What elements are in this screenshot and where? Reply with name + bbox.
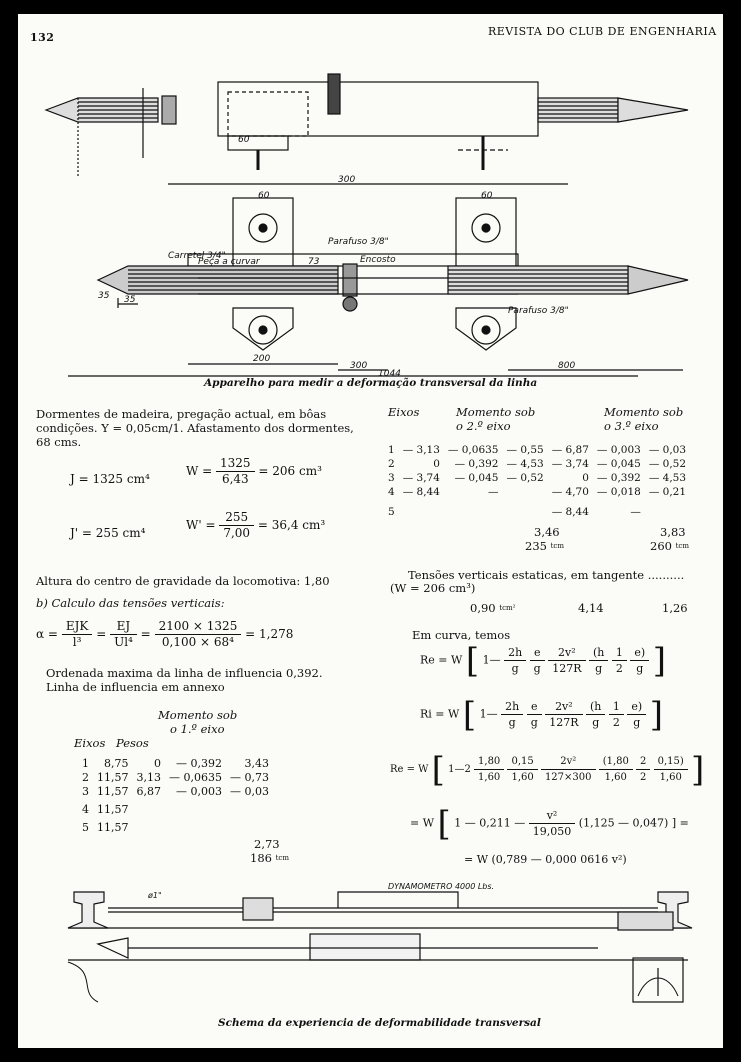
table-cell [226, 821, 273, 835]
table-cell: — 4,70 [551, 486, 589, 498]
eq-re2-f5-num: 2 [636, 754, 650, 770]
label-parafuso-1: Parafuso 3/8" [328, 237, 389, 247]
table-cell: 4 [388, 486, 395, 498]
sum2-unit: tcm [550, 542, 564, 550]
table-row [78, 821, 273, 835]
alpha-f3-num: 2100 × 1325 [155, 619, 242, 635]
eq-ri-f2-num: e [527, 699, 542, 715]
eq-re-f4-num: (h [589, 645, 608, 661]
dim-200: 200 [253, 354, 271, 364]
sum2-t-value: 235 [525, 539, 547, 553]
table-cell [133, 821, 166, 835]
experiment-schema [38, 882, 708, 1004]
tens-val-1-value: 0,90 [470, 601, 496, 615]
eq-re-f1-num: 2h [504, 645, 526, 661]
eq4-num: v² [529, 808, 576, 824]
tens-val-3: 1,26 [662, 601, 688, 615]
eq-wp-den: 7,00 [223, 526, 251, 540]
eq-re-f3-den: 127R [552, 662, 582, 675]
table-row [384, 499, 690, 525]
dim-300-bottom: 300 [350, 361, 368, 371]
eq-re2-f5 [636, 754, 650, 785]
label-peca: Peça a curvar [198, 257, 260, 267]
table-cell: — 0,045 [596, 458, 641, 470]
table-row [78, 771, 273, 785]
table-row [384, 485, 690, 499]
eq-re2-f3-num: 2v² [541, 754, 596, 770]
table-cell: — 0,003 [176, 785, 222, 798]
alpha-f3-den: 0,100 × 68⁴ [161, 635, 234, 649]
eq-wp-rhs: = 36,4 cm³ [257, 518, 326, 532]
table-cell: — 4,53 [648, 472, 687, 484]
eq-j: J = 1325 cm⁴ [70, 472, 150, 486]
tens-val-2: 4,14 [578, 601, 604, 615]
eq-re-f4 [589, 645, 608, 676]
eq4-tail: (1,125 — 0,047) [578, 816, 669, 830]
dim-60-left: 60 [258, 191, 270, 201]
alpha-f2-num: EJ [110, 619, 137, 635]
table-cell: — 0,55 [506, 444, 544, 456]
table-cell: 6,87 [136, 785, 161, 798]
eq-jp: J' = 255 cm⁴ [70, 526, 146, 540]
eq-ri-f5-den: 2 [612, 716, 620, 729]
table-cell: 0 [154, 757, 161, 770]
dim-35-left: 35 [98, 291, 110, 301]
eq-ri-f5 [609, 699, 624, 730]
table-cell [165, 799, 226, 821]
col-eixos-left: Eixos [74, 736, 106, 750]
table-cell: — 8,44 [402, 486, 440, 498]
eq-re2-f1 [474, 754, 504, 785]
apparatus-drawing [38, 58, 698, 378]
table-row [384, 457, 690, 471]
alpha-f1 [62, 619, 93, 650]
eq-re-one: 1— [482, 653, 501, 667]
eq-re-f5-den: 2 [615, 662, 623, 675]
eq-re-bracket-close: ] [652, 640, 666, 681]
intro-line-2: condições. Y = 0,05cm/1. Afastamento dos dormentes, [36, 421, 354, 435]
table-cell: 11,57 [97, 785, 129, 798]
page-number: 132 [30, 31, 55, 44]
dim-60-right: 60 [481, 191, 493, 201]
alpha-f1-den: l³ [72, 635, 82, 649]
table-cell: — 0,003 [596, 444, 641, 456]
right-moment-table [384, 443, 690, 525]
dim-800: 800 [558, 361, 576, 371]
eq4-frac [529, 808, 576, 839]
table-cell: — 3,74 [551, 458, 589, 470]
eq-re-f5 [612, 645, 627, 676]
mom1-title-1: Momento sob [158, 708, 238, 722]
eq-ri [420, 694, 663, 735]
eq-re-f4-den: g [595, 662, 603, 675]
table-cell: 3,43 [244, 757, 269, 770]
col-pesos: Pesos [116, 736, 149, 750]
eq-re2-f2-num: 0,15 [507, 754, 537, 770]
mom3-title-1: Momento sob [604, 405, 684, 419]
eq-ri-f5-num: 1 [609, 699, 624, 715]
sum3-unit: tcm [675, 542, 689, 550]
eq4-den: 19,050 [532, 825, 572, 838]
label-bolt: ø1" [148, 891, 162, 900]
table-cell: — 0,392 [596, 472, 641, 484]
eq-re2-lhs: Re = W [390, 764, 429, 775]
eq-w-fraction [216, 456, 255, 487]
eq-wp-num: 255 [219, 510, 254, 526]
eq-ri-bracket-close: ] [649, 694, 663, 735]
journal-title: REVISTA DO CLUB DE ENGENHARIA [488, 25, 717, 38]
eq-re2-f4-num: (1,80 [599, 754, 633, 770]
mom1-title-2: o 1.º eixo [170, 722, 225, 736]
eq-wp [186, 510, 325, 541]
table-cell: — [487, 486, 499, 498]
table-row [384, 471, 690, 485]
table-row [78, 799, 273, 821]
sum2-t [525, 539, 564, 553]
eq-re2-f4-den: 1,60 [604, 772, 627, 783]
table-cell [444, 499, 503, 525]
table-row [78, 757, 273, 771]
dim-35: 35 [124, 295, 136, 305]
table-cell: 11,57 [97, 803, 129, 816]
eq-ri-f4-num: (h [586, 699, 605, 715]
table-cell: — 0,0635 [447, 444, 499, 456]
eq-ri-f6-num: e) [627, 699, 646, 715]
eq-final: = W (0,789 — 0,000 0616 v²) [464, 853, 627, 866]
alpha-eq-1: = [96, 627, 107, 641]
table-cell: — 0,03 [648, 444, 687, 456]
table-cell: — 4,53 [506, 458, 544, 470]
table-cell: 0 [433, 458, 440, 470]
table-cell [645, 499, 690, 525]
label-encosto: Encosto [360, 255, 396, 265]
sum2: 3,46 [534, 525, 560, 539]
mom2-title-2: o 2.º eixo [456, 419, 511, 433]
table-cell: — 0,0635 [169, 771, 222, 784]
eq-ri-f1-den: g [508, 716, 516, 729]
eq-ri-f2-den: g [530, 716, 538, 729]
eq-ri-f6 [627, 699, 646, 730]
sum3-t [650, 539, 689, 553]
ord-line: Ordenada maxima da linha de influencia 0,392. [46, 666, 323, 680]
eq-re2-f6-den: 1,60 [659, 772, 682, 783]
tens-val-1 [470, 601, 515, 615]
intro-line-3: 68 cms. [36, 435, 82, 449]
table-cell: — [630, 506, 641, 518]
eq-re-f2 [530, 645, 545, 676]
dim-300-top: 300 [338, 175, 356, 185]
table-cell: — 0,73 [230, 771, 269, 784]
mom2-title-1: Momento sob [456, 405, 536, 419]
eq-wp-lhs: W' = [186, 518, 216, 532]
table-cell: 11,57 [97, 821, 129, 834]
eq-alpha [36, 619, 293, 650]
eq-re-f6-den: g [636, 662, 644, 675]
table-cell: — 3,13 [402, 444, 440, 456]
table-cell: 5 [388, 506, 395, 518]
tens-unit: tcm² [499, 604, 516, 612]
eq-re-f3-num: 2v² [548, 645, 585, 661]
table-cell: — 0,392 [454, 458, 499, 470]
eq-re-f6-num: e) [630, 645, 649, 661]
eq-re2-f3-den: 127×300 [544, 772, 592, 783]
eq4-end: ] = [671, 816, 689, 830]
eq4-bracket-open: [ [437, 803, 451, 844]
eq-ri-f6-den: g [633, 716, 641, 729]
table-cell: — 3,74 [402, 472, 440, 484]
eq-wp-fraction [219, 510, 254, 541]
eq-re2-f1-den: 1,60 [478, 772, 501, 783]
eq-re2-bracket-close: ] [690, 749, 705, 790]
eq-ri-f2 [527, 699, 542, 730]
em-curva: Em curva, temos [412, 628, 511, 642]
table-cell: 8,75 [104, 757, 129, 770]
table-cell [133, 799, 166, 821]
eq-ri-bracket-open: [ [462, 694, 477, 735]
table-cell: — 0,21 [648, 486, 687, 498]
alpha-eq-2: = [140, 627, 151, 641]
eq-re2-f5-den: 2 [640, 772, 647, 783]
eq-ri-f3-den: 127R [549, 716, 579, 729]
dim-73: 73 [308, 257, 320, 267]
tensoes-line-1: Tensões verticais estaticas, em tangente .......... [408, 568, 685, 582]
alpha-f2-den: Ul⁴ [114, 635, 133, 649]
eq-re2-f6 [654, 754, 688, 785]
eq-re2-bracket-open: [ [431, 749, 445, 790]
left-sum-unit: tcm [275, 854, 289, 862]
eq-re-lhs: Re = W [420, 653, 463, 667]
eq-w-expanded [410, 803, 689, 844]
table-cell: 1 [82, 757, 89, 770]
eq-re2-f1-num: 1,80 [474, 754, 504, 770]
annex-line: Linha de influencia em annexo [46, 680, 225, 694]
eq-w [186, 456, 322, 487]
eq-re-f2-num: e [530, 645, 545, 661]
eq-ri-f3 [545, 699, 582, 730]
table-cell [399, 499, 444, 525]
eq-re [420, 640, 666, 681]
eq-re2-f2 [507, 754, 537, 785]
label-parafuso-2: Parafuso 3/8" [508, 306, 569, 316]
left-sum: 2,73 [254, 837, 280, 851]
eq-ri-one: 1— [479, 707, 498, 721]
eq-re-f2-den: g [533, 662, 541, 675]
table-cell [226, 799, 273, 821]
eq4-mid: 1 — 0,211 — [454, 816, 526, 830]
eq-re-f1-den: g [511, 662, 519, 675]
eq4-lhs: = W [410, 816, 435, 830]
table-cell: 11,57 [97, 771, 129, 784]
eq-w-num: 1325 [216, 456, 255, 472]
alpha-f2 [110, 619, 137, 650]
table-cell: — 0,52 [648, 458, 687, 470]
table-cell: 3 [82, 785, 89, 798]
table-cell: — 6,87 [551, 444, 589, 456]
eq-w-rhs: = 206 cm³ [258, 464, 322, 478]
eq-re2-f4 [599, 754, 633, 785]
table-cell [502, 485, 547, 499]
eq-re-numeric [390, 749, 705, 790]
table-cell [165, 821, 226, 835]
table-cell: 4 [82, 803, 89, 816]
table-row [384, 443, 690, 457]
alpha-result: = 1,278 [245, 627, 294, 641]
right-col-eixos: Eixos [388, 405, 420, 419]
table-cell: 3 [388, 472, 395, 484]
table-cell: 1 [388, 444, 395, 456]
eq-w-den: 6,43 [221, 472, 249, 486]
table-cell: — 8,44 [551, 506, 589, 518]
eq-ri-f3-num: 2v² [545, 699, 582, 715]
left-sum-t [250, 851, 289, 865]
calc-title: b) Calculo das tensões verticais: [36, 596, 225, 610]
eq-re-f1 [504, 645, 526, 676]
sum3: 3,83 [660, 525, 686, 539]
table-cell: 2 [82, 771, 89, 784]
journal-page [18, 14, 723, 1048]
eq-ri-f4 [586, 699, 605, 730]
eq-ri-lhs: Ri = W [420, 707, 460, 721]
table-cell: — 0,045 [454, 472, 499, 484]
table-row [78, 785, 273, 799]
eq-re-f3 [548, 645, 585, 676]
intro-line-1: Dormentes de madeira, pregação actual, em bôas [36, 407, 327, 421]
mom3-title-2: o 3.º eixo [604, 419, 659, 433]
alpha-lhs: α = [36, 627, 58, 641]
tensoes-line-2: (W = 206 cm³) [390, 581, 476, 595]
table-cell: 2 [388, 458, 395, 470]
alpha-f3 [155, 619, 242, 650]
label-dynamometro: DYNAMOMETRO 4000 Lbs. [388, 882, 495, 891]
left-moment-table [78, 757, 273, 835]
eq-w-lhs: W = [186, 464, 213, 478]
eq-ri-f1-num: 2h [501, 699, 523, 715]
left-sum-t-value: 186 [250, 851, 272, 865]
dim-60-top: 60 [238, 135, 250, 145]
cg-line: Altura do centro de gravidade da locomotiva: 1,80 [36, 574, 330, 588]
table-cell: 5 [82, 821, 89, 834]
table-cell: — 0,392 [176, 757, 222, 770]
eq-re2-one: 1—2 [448, 764, 471, 775]
eq-ri-f4-den: g [592, 716, 600, 729]
table-cell: 0 [582, 472, 589, 484]
eq-re2-f2-den: 1,60 [511, 772, 534, 783]
eq-re2-f6-num: 0,15) [654, 754, 688, 770]
table-cell: — 0,018 [596, 486, 641, 498]
figure2-caption: Schema da experiencia de deformabilidade transversal [218, 1017, 541, 1029]
dim-1044: 1044 [378, 369, 401, 378]
table-cell: — 0,52 [506, 472, 544, 484]
eq-ri-f1 [501, 699, 523, 730]
eq-re2-f3 [541, 754, 596, 785]
eq-re-f6 [630, 645, 649, 676]
alpha-f1-num: EJK [62, 619, 93, 635]
table-cell: 3,13 [136, 771, 161, 784]
eq-re-f5-num: 1 [612, 645, 627, 661]
eq-re-bracket-open: [ [465, 640, 480, 681]
table-cell [502, 499, 547, 525]
label-carretel: Carretel 3/4" [168, 251, 226, 261]
sum3-t-value: 260 [650, 539, 672, 553]
figure1-caption: Apparelho para medir a deformação transversal da linha [204, 377, 538, 389]
table-cell: — 0,03 [230, 785, 269, 798]
